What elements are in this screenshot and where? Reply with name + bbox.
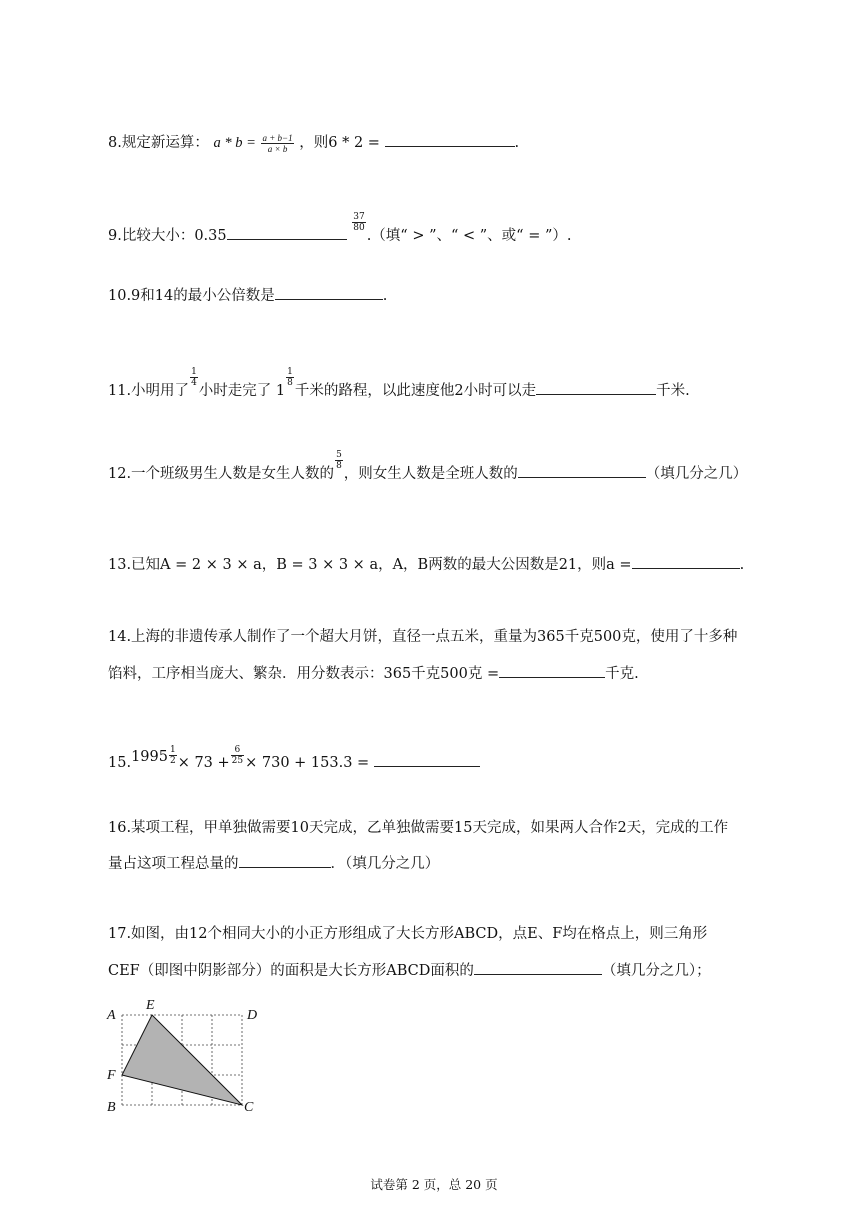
q15-prefix: 15.: [108, 755, 132, 771]
q8-operation: a * b =: [213, 135, 256, 151]
q12-answer-blank[interactable]: [518, 463, 646, 478]
q17-answer-blank[interactable]: [474, 960, 602, 975]
q15-middle: × 73 +: [177, 755, 230, 771]
q14-line-2-text: 馅料，工序相当庞大、繁杂．用分数表示：365千克500克 =: [108, 666, 500, 682]
q16-end: ．（填几分之几）: [330, 856, 440, 872]
question-9: [108, 212, 572, 246]
q13-end: .: [739, 557, 745, 573]
q8-prefix: 8.规定新运算：: [108, 135, 209, 151]
label-b: B: [107, 1100, 116, 1115]
q9-suffix: .（填“ > ”、“ < ”、或“ = ”）.: [366, 228, 572, 244]
q10-answer-blank[interactable]: [275, 285, 383, 300]
q10-end: .: [382, 288, 388, 304]
q12-end: （填几分之几）: [645, 466, 748, 482]
page-footer: 试卷第 2 页，总 20 页: [370, 1177, 498, 1192]
question-16-line-2: [108, 853, 439, 874]
label-e: E: [146, 998, 155, 1013]
q14-answer-blank[interactable]: [499, 663, 605, 678]
label-f: F: [107, 1068, 116, 1083]
q12-fraction: $\frac{5}{8}$: [336, 450, 342, 471]
q16-answer-blank[interactable]: [239, 853, 331, 868]
q13-answer-blank[interactable]: [632, 554, 740, 569]
q9-answer-blank[interactable]: [227, 225, 347, 240]
question-11: [108, 367, 690, 401]
q17-line-1-text: 17.如图，由12个相同大小的小正方形组成了大长方形ABCD，点E、F均在格点上，则三角形: [108, 926, 708, 942]
q15-answer-blank[interactable]: [374, 752, 480, 767]
q11-middle-2: 千米的路程，以此速度他2小时可以走: [294, 383, 537, 399]
q11-answer-blank[interactable]: [536, 380, 656, 395]
q17-end: （填几分之几）；: [601, 963, 711, 979]
q11-prefix: 11.小明用了: [108, 383, 190, 399]
q17-line-2-text: CEF（即图中阴影部分）的面积是大长方形ABCD面积的: [108, 963, 474, 979]
label-d: D: [247, 1008, 258, 1023]
q8-suffix: ，则6 * 2 =: [299, 135, 380, 151]
question-16-line-1: [108, 818, 728, 838]
q12-prefix: 12.一个班级男生人数是女生人数的: [108, 466, 335, 482]
question-17-line-2: [108, 960, 711, 981]
q8-fraction: $\frac{a + b-1}{a \times b}$: [262, 132, 293, 154]
q14-line-1-text: 14.上海的非遗传承人制作了一个超大月饼，直径一点五米，重量为365千克500克，使用了十多种: [108, 629, 738, 645]
q11-fraction-2: $\frac{1}{8}$: [287, 367, 293, 388]
question-14-line-1: [108, 627, 737, 647]
q11-middle-1: 小时走完了 1: [198, 383, 286, 399]
q13-text: 13.已知A = 2 × 3 × a，B = 3 × 3 × a，A，B两数的最大公因数是21，则a =: [108, 557, 632, 573]
q15-fraction-1: $\frac{1}{2}$: [169, 745, 176, 766]
q10-text: 10.9和14的最小公倍数是: [108, 288, 275, 304]
question-17-line-1: [108, 924, 707, 944]
q8-answer-blank[interactable]: [385, 132, 515, 147]
question-10: [108, 285, 387, 306]
q9-fraction: $\frac{37}{80}$: [353, 212, 365, 233]
question-15: [108, 745, 480, 773]
label-c: C: [244, 1100, 254, 1115]
q11-fraction-1: $\frac{1}{4}$: [191, 367, 197, 388]
q8-end: .: [514, 135, 520, 151]
q12-middle: ，则女生人数是全班人数的: [343, 466, 518, 482]
q16-line-2-text: 量占这项工程总量的: [108, 856, 239, 872]
label-a: A: [107, 1008, 116, 1023]
rectangle-grid-figure: [100, 995, 280, 1125]
question-12: [108, 450, 747, 484]
question-8: [108, 132, 519, 154]
question-14-line-2: [108, 663, 639, 684]
q15-suffix: × 730 + 153.3 =: [245, 755, 370, 771]
question-13: [108, 554, 744, 575]
q9-prefix: 9.比较大小：0.35: [108, 228, 227, 244]
q11-end: 千米.: [656, 383, 690, 399]
q15-fraction-2: $\frac{6}{25}$: [231, 745, 244, 766]
q16-line-1-text: 16.某项工程，甲单独做需要10天完成，乙单独做需要15天完成，如果两人合作2天，完成的工作: [108, 820, 729, 836]
q14-end: 千克.: [605, 666, 639, 682]
q15-whole: 1995: [131, 749, 168, 765]
